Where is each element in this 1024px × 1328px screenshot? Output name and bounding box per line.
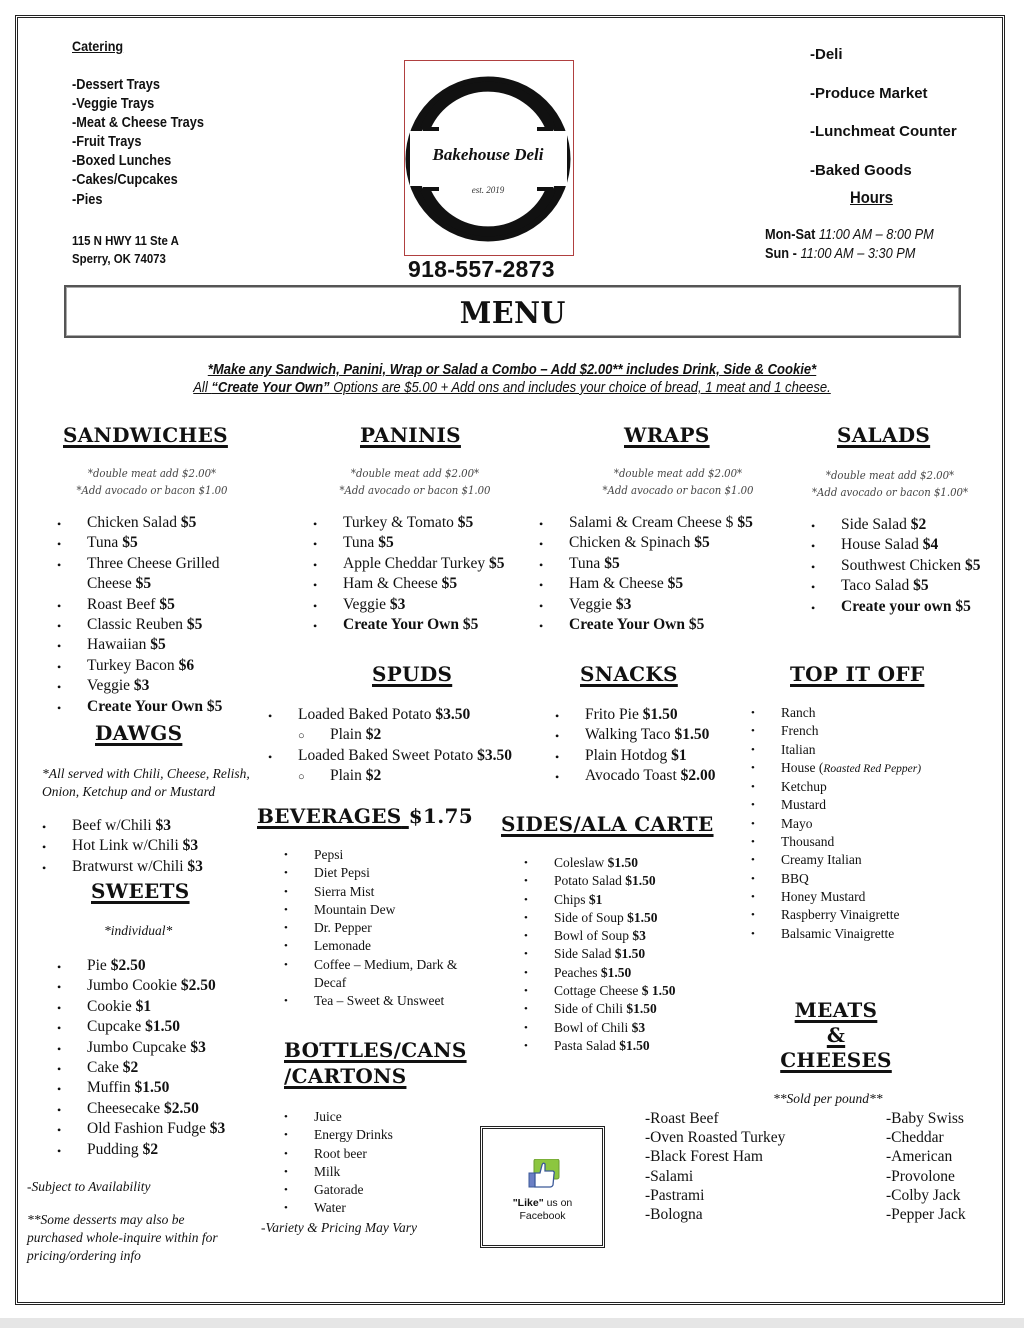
create-note-suffix: Options are $5.00 + Add ons and includes your choice of bread, 1 meat and 1 cheese. [329,380,831,396]
address-line-1: 115 N HWY 11 Ste A [72,233,179,248]
topping-item: • Ranch [751,704,921,722]
meat-item: -Roast Beef [645,1110,719,1127]
catering-title: Catering [72,38,124,54]
menu-item: • Tuna $5 [313,533,504,553]
whole-desserts-note [27,1211,218,1265]
beverage-item: • Coffee – Medium, Dark & [284,956,457,974]
cheeses-list [886,1109,966,1224]
menu-item: • Loaded Baked Sweet Potato $3.50 [268,746,512,766]
menu-item: • Salami & Cream Cheese $ $5 [539,513,753,533]
hours-time: 11:00 AM – 8:00 PM [818,227,934,243]
menu-item: • Coleslaw $1.50 [524,854,675,872]
create-note-bold: “Create Your Own” [211,380,330,396]
phone-number: 918-557-2873 [408,256,555,282]
menu-item: • Veggie $3 [539,595,753,615]
sandwiches-notes [64,465,240,498]
drink-item: • Milk [284,1163,393,1181]
section-title-spuds: SPUDS [372,662,453,686]
menu-item: • Turkey & Tomato $5 [313,513,504,533]
whole-note-line: **Some desserts may also be [27,1212,185,1227]
hours-row [765,245,934,264]
catering-item: -Cakes/Cupcakes [72,172,178,189]
service-item: -Baked Goods [810,161,912,179]
menu-item-continuation: Cheese $5 [87,575,152,593]
menu-item: • Three Cheese Grilled [57,554,222,574]
menu-item: • Jumbo Cookie $2.50 [57,976,225,996]
menu-sub-item: ○ Plain $2 [268,766,512,786]
menu-title: MENU [459,296,566,331]
section-title-sweets: SWEETS [91,879,190,903]
beverage-item: • Dr. Pepper [284,919,457,937]
section-title-dawgs: DAWGS [95,721,183,745]
menu-item: • Side of Soup $1.50 [524,909,675,927]
sandwiches-list [57,513,222,717]
catering-list [72,76,204,210]
topping-item: • Ketchup [751,778,921,796]
meat-item: -Pastrami [645,1186,705,1204]
menu-item: • Peaches $1.50 [524,964,675,982]
catering-item: -Veggie Trays [72,96,155,113]
menu-item: • Side Salad $1.50 [524,945,675,963]
spuds-list [268,705,512,787]
service-item: -Deli [810,46,843,63]
menu-item: • Create Your Own $5 [539,615,753,635]
section-title-top-it-off: TOP IT OFF [790,662,925,686]
drink-item: • Energy Drinks [284,1126,393,1144]
meats-list [645,1109,785,1224]
topping-item: • Italian [751,741,921,759]
section-title-bottles [284,1037,467,1089]
menu-item: • Beef w/Chili $3 [42,816,203,836]
menu-item: • Walking Taco $1.50 [555,725,716,745]
menu-item: • Cupcake $1.50 [57,1017,225,1037]
snacks-list [555,705,716,787]
menu-item: • Jumbo Cupcake $3 [57,1038,225,1058]
thumbs-up-icon [528,1159,560,1189]
availability-note: -Subject to Availability [27,1179,151,1194]
facebook-like-badge[interactable] [480,1126,605,1248]
sweets-list [57,956,225,1160]
note-double-meat: *double meat add $2.00* [613,466,743,480]
menu-item: • House Salad $4 [811,535,981,555]
bottles-title-line: BOTTLES/CANS [284,1038,467,1062]
dawgs-note-line: Onion, Ketchup and or Mustard [42,784,216,799]
bottom-strip [0,1318,1024,1328]
drink-item: • Gatorade [284,1181,393,1199]
menu-item: • Taco Salad $5 [811,576,981,596]
top-it-off-list [751,704,921,943]
catering-item: -Pies [72,191,103,208]
section-title-sides: SIDES/ALA CARTE [501,812,714,836]
menu-item: • Southwest Chicken $5 [811,556,981,576]
sides-list [524,854,675,1055]
dawgs-note-line: *All served with Chili, Cheese, Relish, [42,766,250,781]
hours [765,226,934,264]
sold-per-pound-note: **Sold per pound** [773,1091,883,1106]
topping-item: • Creamy Italian [751,851,921,869]
whole-note-line: purchased whole-inquire within for [27,1230,218,1245]
hours-row [765,226,934,245]
menu-sub-item: ○ Plain $2 [268,725,512,745]
menu-item: • Veggie $3 [57,676,222,696]
like-text-rest: us on [543,1197,573,1209]
topping-item: • Raspberry Vinaigrette [751,906,921,924]
drink-item: • Water [284,1199,393,1217]
menu-item: • Roast Beef $5 [57,595,222,615]
sweets-note: *individual* [104,923,173,938]
create-note-prefix: All [193,380,212,396]
meats-title-line: MEATS [794,998,878,1022]
note-add-avocado: *Add avocado or bacon $1.00 [339,482,491,497]
menu-item: • Old Fashion Fudge $3 [57,1119,225,1139]
menu-item: • Turkey Bacon $6 [57,656,222,676]
cheese-item: -Provolone [886,1167,955,1185]
menu-item: • Plain Hotdog $1 [555,746,716,766]
menu-item: • Pie $2.50 [57,956,225,976]
menu-item: • Cheesecake $2.50 [57,1099,225,1119]
beverage-item: • Pepsi [284,846,457,864]
facebook-label: Facebook [519,1210,566,1222]
section-title-paninis: PANINIS [360,423,461,447]
topping-item: • House (Roasted Red Pepper) [751,759,921,778]
menu-item: • Hawaiian $5 [57,635,222,655]
salads-notes [802,467,978,500]
drink-item: • Juice [284,1108,393,1126]
service-item: -Produce Market [810,84,928,102]
salads-list [811,515,981,617]
menu-item: • Cottage Cheese $ 1.50 [524,982,675,1000]
menu-item: • Frito Pie $1.50 [555,705,716,725]
menu-item: • Side of Chili $1.50 [524,1000,675,1018]
create-your-own-note [51,380,973,396]
hours-days: Mon-Sat [765,227,816,243]
beverage-item: • Sierra Mist [284,883,457,901]
combo-note: *Make any Sandwich, Panini, Wrap or Salad a Combo – Add $2.00** includes Drink, Side & Cookie* [207,362,817,378]
menu-item: • Chips $1 [524,891,675,909]
address-line-2: Sperry, OK 74073 [72,251,166,266]
cheese-item: -American [886,1148,953,1166]
menu-item: • Hot Link w/Chili $3 [42,836,203,856]
menu-item: • Cookie $1 [57,997,225,1017]
logo [404,60,574,256]
menu-item: • Tuna $5 [57,533,222,553]
section-title-beverages [257,804,473,828]
topping-item: • Mayo [751,815,921,833]
topping-item: • BBQ [751,870,921,888]
bottles-list [284,1108,393,1218]
services-list [810,36,957,190]
wraps-notes [590,465,766,498]
beverage-item: • Tea – Sweet & Unsweet [284,992,457,1010]
topping-item: • Honey Mustard [751,888,921,906]
cheese-item: -Pepper Jack [886,1206,966,1224]
facebook-like-text [483,1197,602,1223]
beverage-item: • Lemonade [284,937,457,955]
beverage-item: • Mountain Dew [284,901,457,919]
beverage-item-continuation: Decaf [314,975,347,991]
beverages-title: BEVERAGES [257,804,402,828]
catering-item: -Meat & Cheese Trays [72,115,204,132]
note-add-avocado: *Add avocado or bacon $1.00* [811,484,969,499]
meat-item: -Bologna [645,1206,703,1224]
like-word: "Like" [512,1197,544,1209]
dawgs-list [42,816,203,877]
menu-item: • Cake $2 [57,1058,225,1078]
catering-item: -Fruit Trays [72,134,142,151]
catering-item: -Dessert Trays [72,77,160,93]
meat-item: -Salami [645,1167,694,1185]
menu-item: • Create Your Own $5 [57,697,222,717]
address [72,232,179,268]
beverages-list [284,846,457,1011]
menu-item: • Bowl of Soup $3 [524,927,675,945]
menu-title-box [64,285,961,338]
hours-days: Sun - [765,246,797,262]
menu-item: • Ham & Cheese $5 [313,574,504,594]
menu-item: • Chicken Salad $5 [57,513,222,533]
beverages-price: $1.75 [408,804,473,828]
note-double-meat: *double meat add $2.00* [350,466,480,480]
cheese-item: -Cheddar [886,1129,944,1147]
section-title-snacks: SNACKS [580,662,678,686]
hours-time: 11:00 AM – 3:30 PM [800,246,916,262]
menu-item: • Muffin $1.50 [57,1078,225,1098]
drink-item: • Root beer [284,1145,393,1163]
note-add-avocado: *Add avocado or bacon $1.00 [76,482,228,497]
meat-item: -Oven Roasted Turkey [645,1129,786,1147]
section-title-wraps: WRAPS [624,423,710,447]
topping-item: • Thousand [751,833,921,851]
section-title-sandwiches: SANDWICHES [63,423,228,447]
menu-item: • Pasta Salad $1.50 [524,1037,675,1055]
menu-item: • Classic Reuben $5 [57,615,222,635]
menu-item: • Tuna $5 [539,554,753,574]
menu-item: • Side Salad $2 [811,515,981,535]
beverage-item: • Diet Pepsi [284,864,457,882]
logo-name: Bakehouse Deli [432,145,544,164]
note-add-avocado: *Add avocado or bacon $1.00 [602,482,754,497]
hours-title: Hours [850,189,893,207]
menu-item: • Pudding $2 [57,1140,225,1160]
catering-item: -Boxed Lunches [72,153,172,170]
wraps-list [539,513,753,635]
section-title-meats-cheeses [776,998,896,1073]
topping-item: • French [751,722,921,740]
menu-item: • Bratwurst w/Chili $3 [42,857,203,877]
menu-item: • Potato Salad $1.50 [524,872,675,890]
meats-title-line: & [826,1023,846,1047]
paninis-list [313,513,504,635]
topping-item: • Balsamic Vinaigrette [751,925,921,943]
dawgs-note [42,765,250,801]
menu-item: • Chicken & Spinach $5 [539,533,753,553]
menu-item: • Ham & Cheese $5 [539,574,753,594]
paninis-notes [327,465,503,498]
note-double-meat: *double meat add $2.00* [87,466,217,480]
menu-item: • Loaded Baked Potato $3.50 [268,705,512,725]
cheese-item: -Colby Jack [886,1186,961,1204]
section-title-salads: SALADS [837,423,931,447]
topping-item: • Mustard [751,796,921,814]
menu-item: • Create your own $5 [811,597,981,617]
menu-item: • Create Your Own $5 [313,615,504,635]
bottles-title-line: /CARTONS [284,1064,407,1088]
variety-note: -Variety & Pricing May Vary [261,1220,417,1235]
whole-note-line: pricing/ordering info [27,1248,141,1263]
note-double-meat: *double meat add $2.00* [825,468,955,482]
meats-title-line: CHEESES [780,1048,892,1072]
cheese-item: -Baby Swiss [886,1110,964,1127]
menu-item: • Avocado Toast $2.00 [555,766,716,786]
menu-item: • Bowl of Chili $3 [524,1019,675,1037]
menu-item: • Apple Cheddar Turkey $5 [313,554,504,574]
meat-item: -Black Forest Ham [645,1148,763,1166]
service-item: -Lunchmeat Counter [810,123,957,140]
menu-item: • Veggie $3 [313,595,504,615]
logo-established: est. 2019 [471,185,505,195]
